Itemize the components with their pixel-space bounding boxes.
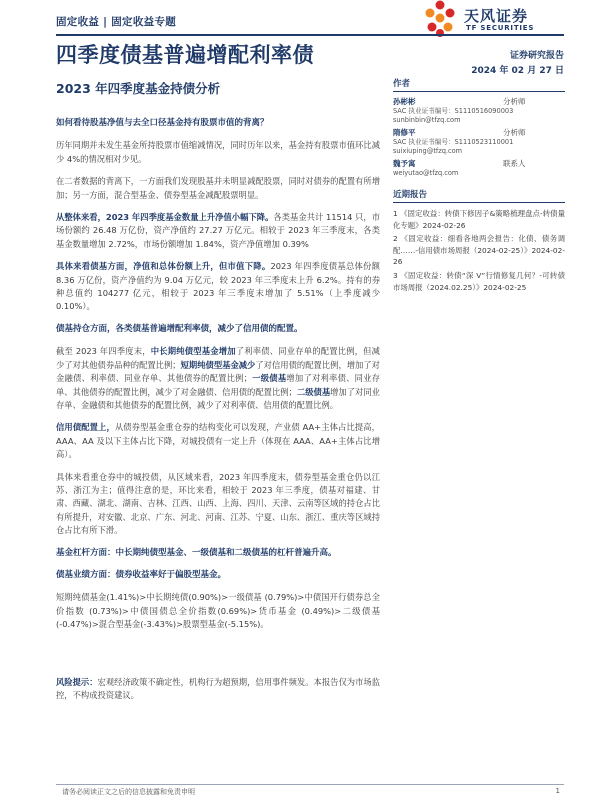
author-name: 魏予寓 <box>393 159 416 168</box>
author-card <box>393 97 565 125</box>
related-report-item[interactable]: 1 《固定收益：转债下修因子&策略梳理盘点-转债量化专题》2024-02-26 <box>393 209 565 230</box>
paragraph: 在二者数据的背离下，一方面我们发现股基并未明显减配股票，同时对债券的配置有所增加；另一方面，混合型基金、债券型基金减配股票明显。 <box>56 176 380 200</box>
sidebar <box>393 77 565 295</box>
logo-subtext: TF SECURITIES <box>466 24 535 32</box>
paragraph <box>56 211 380 251</box>
author-role: 分析师 <box>503 128 526 137</box>
question-heading: 如何看待股基净值与去全口径基金持有股票市值的背离？ <box>56 118 269 128</box>
author-card <box>393 159 565 178</box>
related-report-item[interactable]: 2 《固定收益：细看各地两会报告：化债、债务调配……-信用债市场周报（2024-02-25）》2024-02-26 <box>393 234 565 267</box>
author-name: 隋修平 <box>393 128 416 137</box>
section-heading-leverage: 基金杠杆方面：中长期纯债型基金、一级债基和二级债基的杠杆普遍升高。 <box>56 547 337 558</box>
summary-body <box>56 117 380 711</box>
risk-warning <box>56 676 380 703</box>
author-email[interactable]: sunbinbin@tfzq.com <box>393 116 461 124</box>
bold-lead: 从整体来看，2023 年四季度基金数量上升净值小幅下降。 <box>56 212 274 223</box>
paragraph-text: 各类基金共计 11514 只，市场份额约 26.48 万亿份，资产净值约 27.27 万亿元。相较于 2023 年三季度末，各类基金数量增加 2.72%，市场份额增加 1.84%，资产净值增加 0.39% <box>56 212 380 249</box>
paragraph <box>56 345 380 412</box>
section-heading-position: 债基持仓方面，各类债基普遍增配利率债，减少了信用债的配置。 <box>56 323 303 334</box>
paragraph: 具体来看重仓券中的城投债，从区域来看，2023 年四季度末，债券型基金重仓仍以江苏、浙江为主；值得注意的是，环比来看，相较于 2023 年三季度，债基对福建、甘肃、西藏、湖北、湖南、吉林、江西、山西、上海、四川、天津、云南等区域的持仓占比有所提升，对安徽、北京、广东、河北、河南、江苏、宁夏、山东、浙江、重庆等区域持仓占比有所下滑。 <box>56 471 380 536</box>
author-role: 联系人 <box>503 159 526 168</box>
author-name: 孙彬彬 <box>393 97 416 106</box>
paragraph-text: 从债券型基金重仓券的结构变化可以发现，产业债 AA+主体占比提高，AAA、AA 及以下主体占比下降，对城投债有一定上升（体现在 AAA、AA+主体占比增高）。 <box>56 422 380 460</box>
report-type-label: 证券研究报告 <box>509 51 564 61</box>
paragraph: 历年同期并未发生基金所持股票市值缩减情况，同时历年以来，基金持有股票市值环比减少 4%的情况相对少见。 <box>56 140 380 164</box>
report-date: 2024 年 02 月 27 日 <box>471 66 564 76</box>
author-email[interactable]: suixiuping@tfzq.com <box>393 147 463 155</box>
page-subtitle: 2023 年四季度基金持债分析 <box>56 81 221 96</box>
author-card <box>393 128 565 156</box>
section-heading-performance: 债基业绩方面：债券收益率好于偏股型基金。 <box>56 569 227 580</box>
logo-text: 天风证券 <box>464 7 529 25</box>
bold-lead: 信用债配置上， <box>56 422 115 433</box>
authors-label: 作者 <box>393 77 565 92</box>
paragraph-text: 增加了对利率债、同业存单、其他债券的配置比例，减少了对金融债、信用债的配置比例； <box>56 373 380 397</box>
footer-disclaimer: 请务必阅读正文之后的信息披露和免责申明 <box>62 788 195 796</box>
related-reports-label: 近期报告 <box>393 188 565 203</box>
author-role: 分析师 <box>503 97 526 106</box>
paragraph <box>56 260 380 314</box>
logo-mark-icon <box>420 0 460 38</box>
bold-phrase: 一级债基 <box>252 373 287 384</box>
paragraph-text: 了利率债、同业存单的配置比例，但减少了对其他债券品种的配置比例； <box>56 346 380 370</box>
author-email[interactable]: weiyutao@tfzq.com <box>393 169 459 177</box>
author-cert: SAC 执业证书编号：S1110516090003 <box>393 107 514 115</box>
bold-lead: 风险提示： <box>56 676 98 687</box>
bold-phrase: 短期纯债型基金减少 <box>180 359 256 370</box>
header-divider <box>56 34 564 36</box>
paragraph: 短期纯债基金(1.41%)>中长期纯债(0.90%)>一级债基 (0.79%)>中债国开行债券总全价指数 (0.73%)>中债国债总全价指数(0.69%)>货币基金 (0.49%)>二级债基(-0.47%)>混合型基金(-3.43%)>股票型基金(-5.15%)。 <box>56 592 380 630</box>
related-reports <box>393 188 565 293</box>
page-title: 四季度债基普遍增配利率债 <box>56 43 314 67</box>
paragraph <box>56 421 380 461</box>
paragraph-text: 了对信用债的配置比例，增加了对金融债、利率债、同业存单、其他债券的配置比例； <box>56 359 380 384</box>
footer-divider <box>56 784 564 785</box>
bold-phrase: 二级债基 <box>296 386 331 397</box>
paragraph-text: 截至 2023 年四季度末， <box>56 346 151 357</box>
bold-lead: 具体来看债基方面，净值和总体份额上升，但市值下降。 <box>56 261 271 272</box>
paragraph-text: 2023 年四季度债基总体份额 8.36 万亿份，资产净值约为 9.04 万亿元，较 2023 年三季度末上升 6.2%。持有的券种总值约 104277 亿元，相较于 2023 年三季度末增加了 5.51%（上季度减少 0.10%）。 <box>56 261 380 312</box>
related-report-item[interactable]: 3 《固定收益：转债“深 V”行情修复几何？-可转债市场周报（2024.02.25）》2024-02-25 <box>393 270 565 292</box>
bold-phrase: 中长期纯债型基金增加 <box>150 346 236 357</box>
paragraph-text: 增加了对同业存单、金融债和其他债券的配置比例，减少了对利率债、信用债的配置比例。 <box>56 386 380 410</box>
page-number: 1 <box>555 787 560 795</box>
author-cert: SAC 执业证书编号：S1110523110001 <box>393 138 514 146</box>
report-category: 固定收益 | 固定收益专题 <box>56 16 177 28</box>
paragraph-text: 宏观经济政策不确定性，机构行为超预期，信用事件频发。本报告仅为市场监控，不构成投资建议。 <box>56 676 380 700</box>
